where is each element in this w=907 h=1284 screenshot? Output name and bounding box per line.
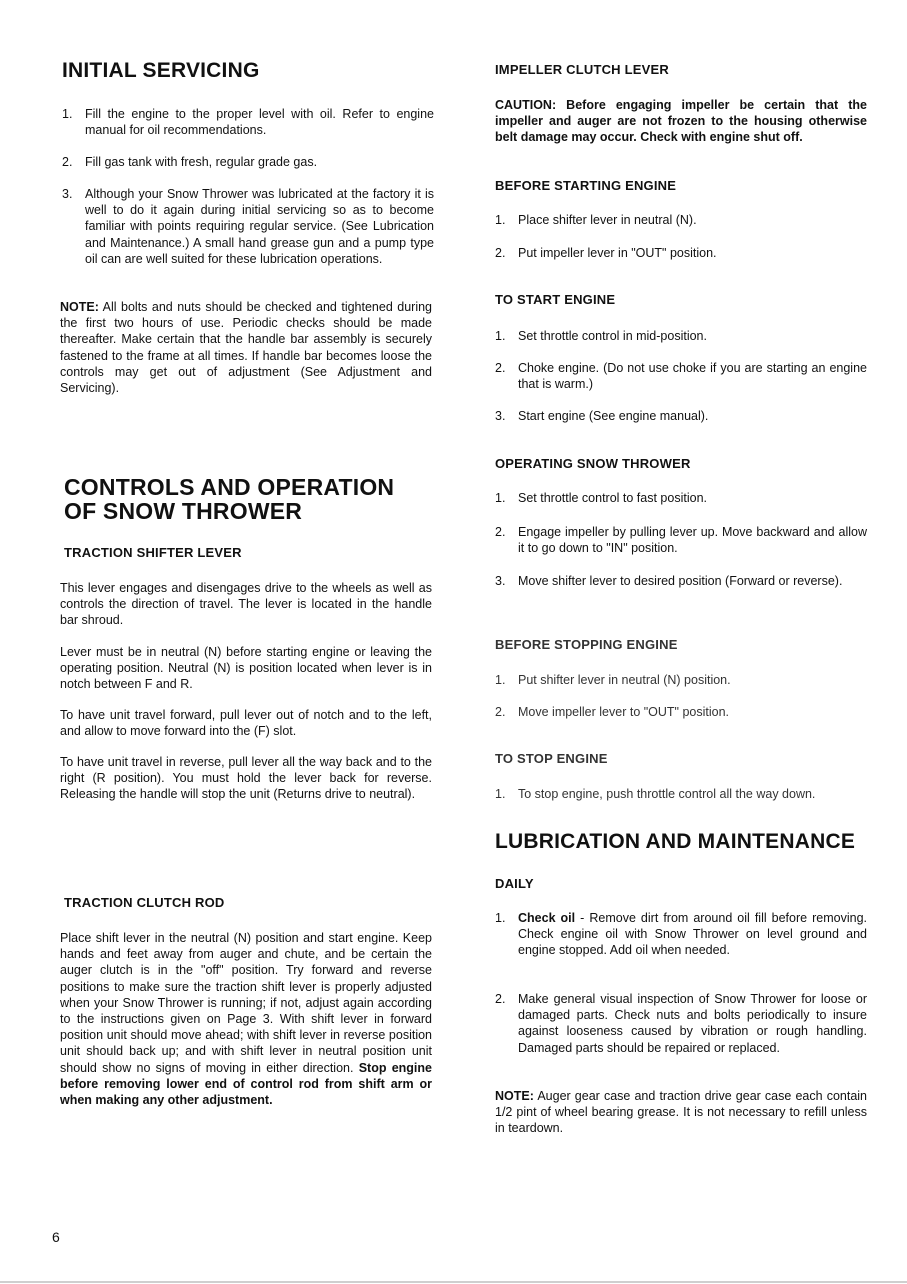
item-text: Fill the engine to the proper level with oil. Refer to engine manual for oil recommendations. <box>85 107 434 138</box>
list-item <box>62 106 434 140</box>
item-number: 1. <box>495 329 506 343</box>
item-text: Make general visual inspection of Snow Thrower for loose or damaged parts. Check nuts and bolts periodically to insure against looseness caused by vibration or rough handling. Damaged parts should be repaired or replaced. <box>518 992 867 1055</box>
list-item <box>495 490 867 508</box>
impeller-clutch-title: IMPELLER CLUTCH LEVER <box>495 62 669 77</box>
note-label: NOTE: <box>495 1089 534 1103</box>
item-number: 1. <box>495 787 506 801</box>
paragraph: To have unit travel in reverse, pull lever all the way back and to the right (R position). You must hold the lever back for reverse. Releasing the handle will stop the unit (Returns drive to neutral). <box>60 755 432 802</box>
traction-clutch-paragraph <box>60 930 432 1108</box>
item-text: Put shifter lever in neutral (N) position. <box>518 673 731 687</box>
list-item <box>495 245 867 263</box>
item-text: Set throttle control to fast position. <box>518 491 707 505</box>
to-stop-title: TO STOP ENGINE <box>495 751 608 766</box>
note-text: Auger gear case and traction drive gear case each contain 1/2 pint of wheel bearing grease. It is not necessary to refill unless in teardown. <box>495 1089 867 1136</box>
item-number: 2. <box>495 525 506 539</box>
item-text: Place shifter lever in neutral (N). <box>518 213 697 227</box>
item-number: 2. <box>495 705 506 719</box>
initial-servicing-title: INITIAL SERVICING <box>62 59 260 82</box>
note-paragraph <box>60 299 432 396</box>
item-text: Put impeller lever in "OUT" position. <box>518 246 717 260</box>
note-label: NOTE: <box>60 300 99 314</box>
list-item <box>495 524 867 558</box>
traction-clutch-title: TRACTION CLUTCH ROD <box>64 895 225 910</box>
item-text: Move impeller lever to "OUT" position. <box>518 705 730 719</box>
list-item <box>62 186 434 286</box>
list-item <box>495 408 867 426</box>
list-item <box>62 154 434 172</box>
item-number: 3. <box>495 574 506 588</box>
item-text: Set throttle control in mid-position. <box>518 329 707 343</box>
item-number: 2. <box>495 361 506 375</box>
item-text: Although your Snow Thrower was lubricated at the factory it is well to do it again during initial servicing so as to become familiar with points requiring regular service. (See Lubrication and Maintenance.) A small hand grease gun and a pump type oil can are well suited for these lubrication operations. <box>85 187 434 266</box>
traction-shifter-title: TRACTION SHIFTER LEVER <box>64 545 242 560</box>
item-number: 1. <box>62 107 73 121</box>
item-number: 3. <box>495 409 506 423</box>
item-text: To stop engine, push throttle control all the way down. <box>518 787 816 801</box>
paragraph: Lever must be in neutral (N) before starting engine or leaving the operating position. Neutral (N) is position located when lever is in notch between F and R. <box>60 645 432 692</box>
list-item <box>495 704 867 722</box>
list-item <box>495 360 867 394</box>
lubrication-title: LUBRICATION AND MAINTENANCE <box>495 830 856 853</box>
daily-title: DAILY <box>495 876 534 891</box>
paragraph: To have unit travel forward, pull lever out of notch and to the left, and allow to move forward into the (F) slot. <box>60 708 432 739</box>
item-body: - Remove dirt from around oil fill before removing. Check engine oil with Snow Thrower on level ground and engine stopped. Add oil when needed. <box>518 911 868 958</box>
item-text: Choke engine. (Do not use choke if you are starting an engine that is warm.) <box>518 361 867 392</box>
list-item <box>495 672 867 690</box>
list-item <box>495 991 867 1073</box>
page-edge <box>0 1281 907 1283</box>
controls-title-line1: CONTROLS AND OPERATION <box>64 474 395 500</box>
item-label: Check oil <box>518 911 576 925</box>
traction-clutch-warning: Stop engine before removing lower end of control rod from shift arm or when making any other adjustment. <box>60 1060 432 1108</box>
list-item <box>495 910 867 976</box>
operating-title: OPERATING SNOW THROWER <box>495 456 691 471</box>
item-text: Engage impeller by pulling lever up. Move backward and allow it to go down to "IN" position. <box>518 525 867 556</box>
item-text: Start engine (See engine manual). <box>518 409 709 423</box>
item-text: Fill gas tank with fresh, regular grade gas. <box>85 155 318 169</box>
item-number: 1. <box>495 491 506 505</box>
caution-paragraph: CAUTION: Before engaging impeller be certain that the impeller and auger are not frozen to the housing otherwise belt damage may occur. Check with engine shut off. <box>495 98 867 145</box>
lubrication-note <box>495 1088 867 1137</box>
item-number: 2. <box>62 155 73 169</box>
list-item <box>495 328 867 346</box>
item-number: 1. <box>495 911 506 925</box>
list-item <box>495 573 867 607</box>
controls-title-line2: OF SNOW THROWER <box>64 498 303 524</box>
item-text: Move shifter lever to desired position (Forward or reverse). <box>518 574 843 588</box>
item-number: 2. <box>495 246 506 260</box>
to-start-title: TO START ENGINE <box>495 292 616 307</box>
item-number: 3. <box>62 187 73 201</box>
note-text: All bolts and nuts should be checked and tightened during the first two hours of use. Periodic checks should be made thereafter. Make certain that the handle bar assembly is securely fastened to the frame at all times. If handle bar becomes loose the controls may get out of adjustment (See Adjustment and Servicing). <box>60 300 432 396</box>
before-stopping-title: BEFORE STOPPING ENGINE <box>495 637 678 652</box>
item-text <box>518 910 867 959</box>
item-number: 1. <box>495 213 506 227</box>
list-item <box>495 212 867 230</box>
traction-clutch-text: Place shift lever in the neutral (N) position and start engine. Keep hands and feet away from auger and chute, and be certain the auger clutch is in the "off" position. Try forward and reverse positions to make sure the traction shift lever is properly adjusted when your Snow Thrower is running; if not, adjust again according to the instructions given on Page 3. With shift lever in forward position unit should move ahead; with shift lever in reverse position unit should back up; and with shift lever in neutral position unit should show no signs of moving in either direction. <box>60 931 432 1075</box>
page-number: 6 <box>52 1229 60 1245</box>
before-starting-title: BEFORE STARTING ENGINE <box>495 178 677 193</box>
item-number: 1. <box>495 673 506 687</box>
list-item <box>495 786 867 820</box>
item-number: 2. <box>495 992 506 1006</box>
paragraph: This lever engages and disengages drive to the wheels as well as controls the direction of travel. The lever is located in the handle bar shroud. <box>60 581 432 628</box>
